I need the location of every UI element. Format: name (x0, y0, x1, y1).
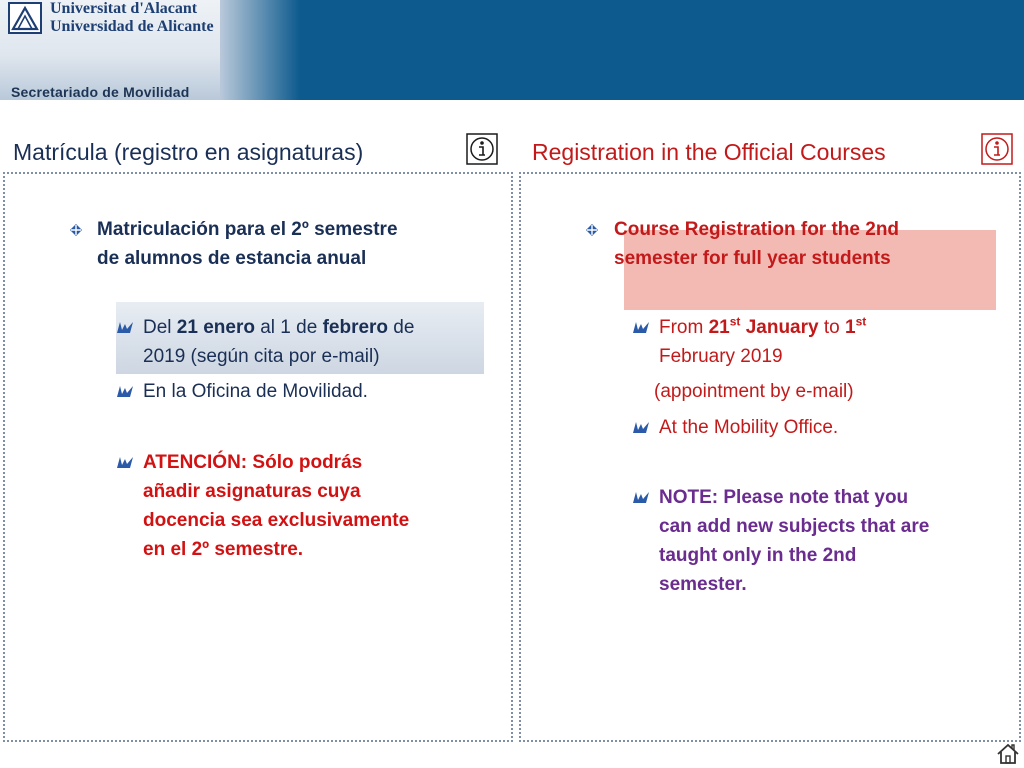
bullet-arrow-icon (632, 320, 650, 334)
home-icon[interactable] (996, 743, 1020, 765)
bullet-arrow-icon (116, 384, 134, 398)
university-name (50, 0, 214, 36)
left-attention-item: ATENCIÓN: Sólo podrás añadir asignaturas cuya docencia sea exclusivamente en el 2º semestre. (143, 452, 410, 560)
left-column-title: Matrícula (registro en asignaturas) (13, 139, 364, 165)
right-column-title: Registration in the Official Courses (532, 139, 886, 165)
right-office-item: At the Mobility Office. (659, 417, 839, 438)
right-note-item: NOTE: Please note that you can add new subjects that are taught only in the 2nd semester. (659, 487, 930, 595)
right-main-bullet: Course Registration for the 2nd semester for full year students (614, 219, 900, 269)
bullet-arrow-icon (116, 320, 134, 334)
university-name-valencian: Universitat d'Alacant (50, 0, 198, 17)
bullet-arrow-icon (116, 455, 134, 469)
right-appointment-note: (appointment by e-mail) (654, 381, 854, 402)
university-logo-icon (8, 2, 42, 34)
right-date-item: From 21st January to 1st February 2019 (659, 314, 867, 367)
left-office-item: En la Oficina de Movilidad. (143, 381, 368, 402)
header-band (0, 0, 1024, 100)
left-date-item: Del 21 enero al 1 de febrero de 2019 (según cita por e-mail) (143, 317, 415, 367)
bullet-diamond-icon (586, 224, 598, 236)
university-name-spanish: Universidad de Alicante (50, 18, 214, 35)
bullet-arrow-icon (632, 420, 650, 434)
bullet-arrow-icon (632, 490, 650, 504)
header-subtitle: Secretariado de Movilidad (11, 84, 190, 100)
info-icon[interactable] (981, 133, 1013, 165)
bullet-diamond-icon (70, 224, 82, 236)
info-icon[interactable] (466, 133, 498, 165)
left-main-bullet: Matriculación para el 2º semestre de alumnos de estancia anual (97, 219, 398, 269)
